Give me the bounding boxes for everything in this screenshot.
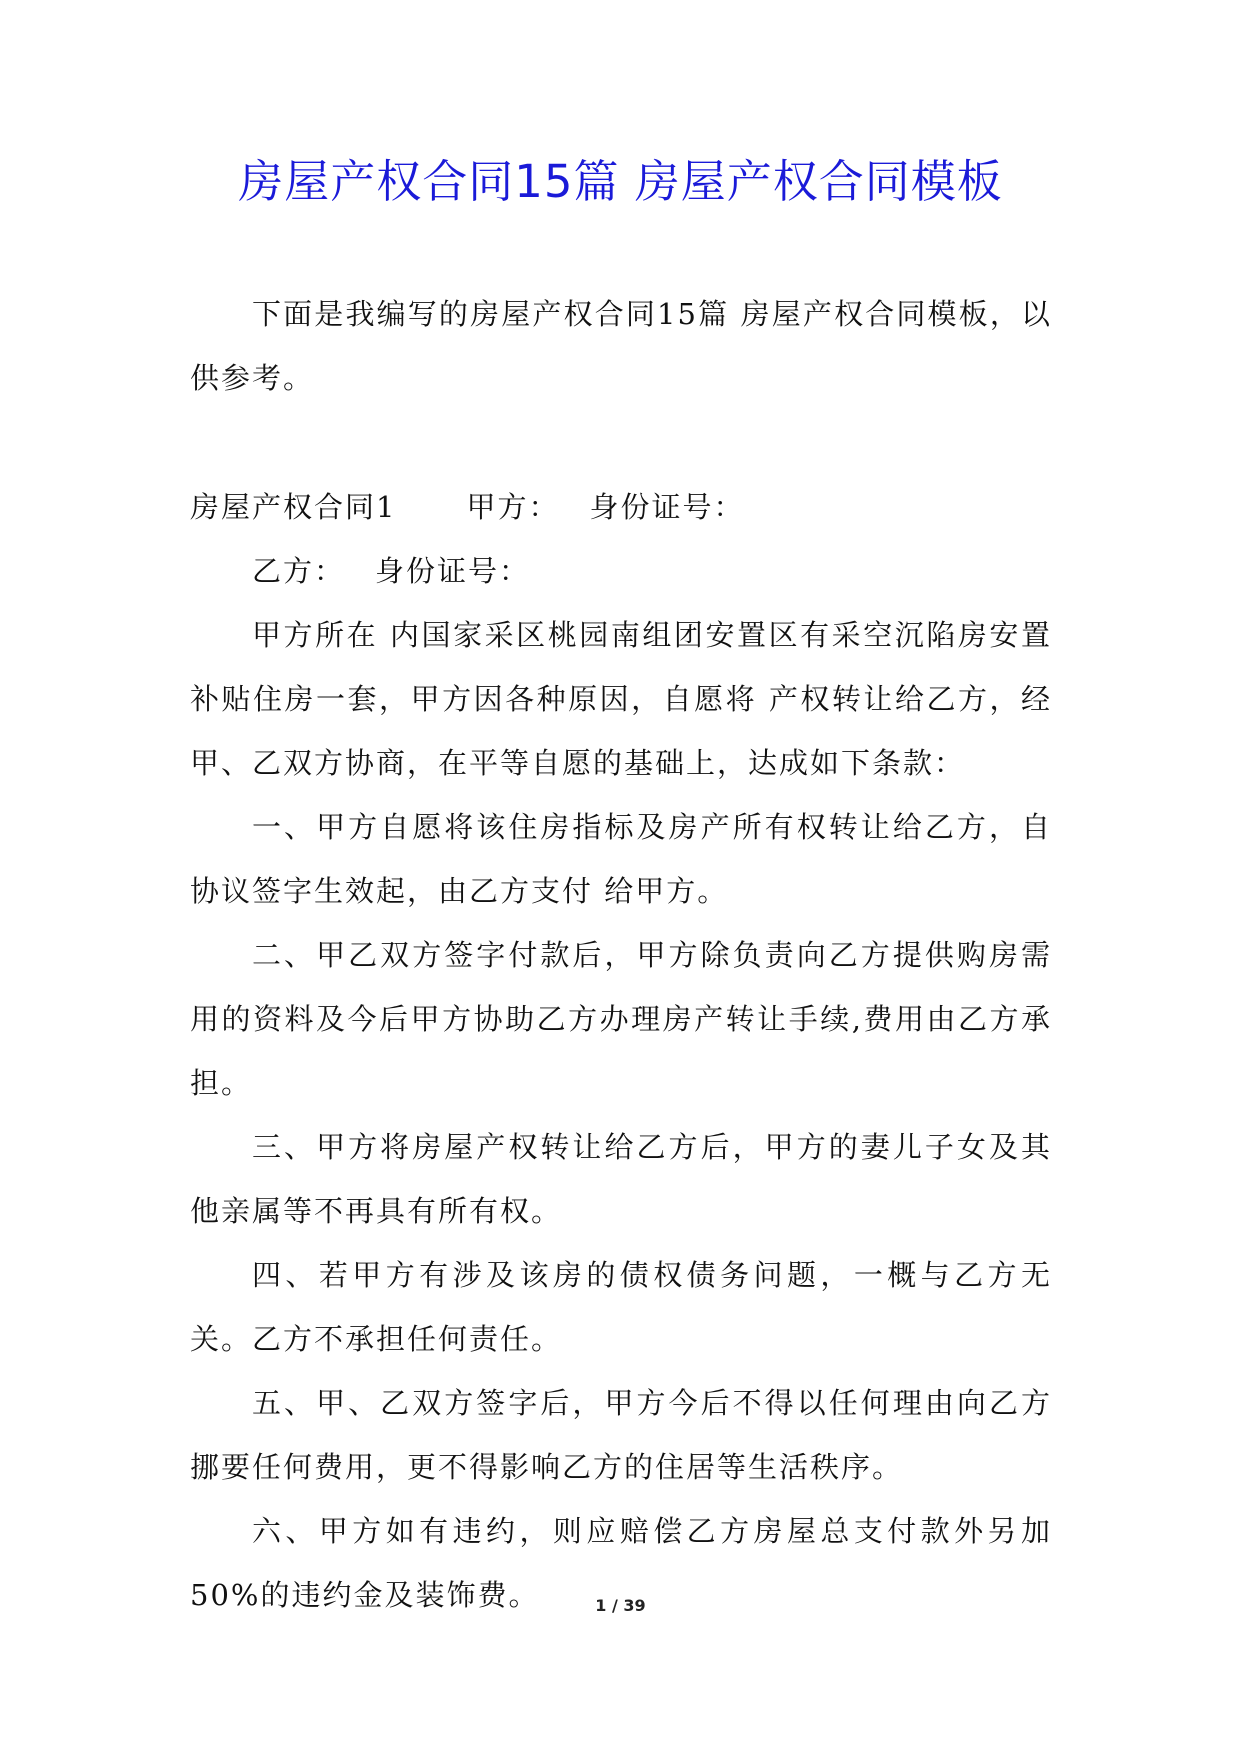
contract-clause-6: 六、甲方如有违约，则应赔偿乙方房屋总支付款外另加50%的违约金及装饰费。 [190, 1514, 1052, 1612]
contract-clause-2: 二、甲乙双方签字付款后，甲方除负责向乙方提供购房需用的资料及今后甲方协助乙方办理房产转让手续,费用由乙方承担。 [190, 938, 1052, 1100]
contract-clause-5: 五、甲、乙双方签字后，甲方今后不得以任何理由向乙方挪要任何费用，更不得影响乙方的住居等生活秩序。 [190, 1386, 1052, 1484]
party-b-id-label: 身份证号： [375, 554, 531, 588]
contract-clause-3: 三、甲方将房屋产权转让给乙方后，甲方的妻儿子女及其他亲属等不再具有所有权。 [190, 1130, 1052, 1228]
page-indicator: 1 / 39 [595, 1596, 646, 1615]
contract-paragraph: 甲方所在 内国家采区桃园南组团安置区有采空沉陷房安置补贴住房一套，甲方因各种原因，自愿将 产权转让给乙方，经甲、乙双方协商，在平等自愿的基础上，达成如下条款： [190, 618, 1052, 780]
party-a-id-label: 身份证号： [589, 490, 745, 524]
party-a-label: 甲方： [466, 490, 560, 524]
intro-section [190, 282, 1052, 410]
contract-heading: 房屋产权合同1 [190, 490, 397, 524]
intro-paragraph: 下面是我编写的房屋产权合同15篇 房屋产权合同模板，以供参考。 [190, 297, 1052, 395]
party-b-line [190, 539, 1052, 603]
contract-header-line [190, 475, 1052, 539]
contract-clause-4: 四、若甲方有涉及该房的债权债务问题，一概与乙方无关。乙方不承担任何责任。 [190, 1258, 1052, 1356]
party-b-label: 乙方： [252, 554, 346, 588]
contract-clause-1: 一、甲方自愿将该住房指标及房产所有权转让给乙方，自协议签字生效起，由乙方支付 给甲方。 [190, 810, 1052, 908]
contract-section [190, 475, 1052, 1627]
document-title: 房屋产权合同15篇 房屋产权合同模板 [238, 155, 1003, 208]
